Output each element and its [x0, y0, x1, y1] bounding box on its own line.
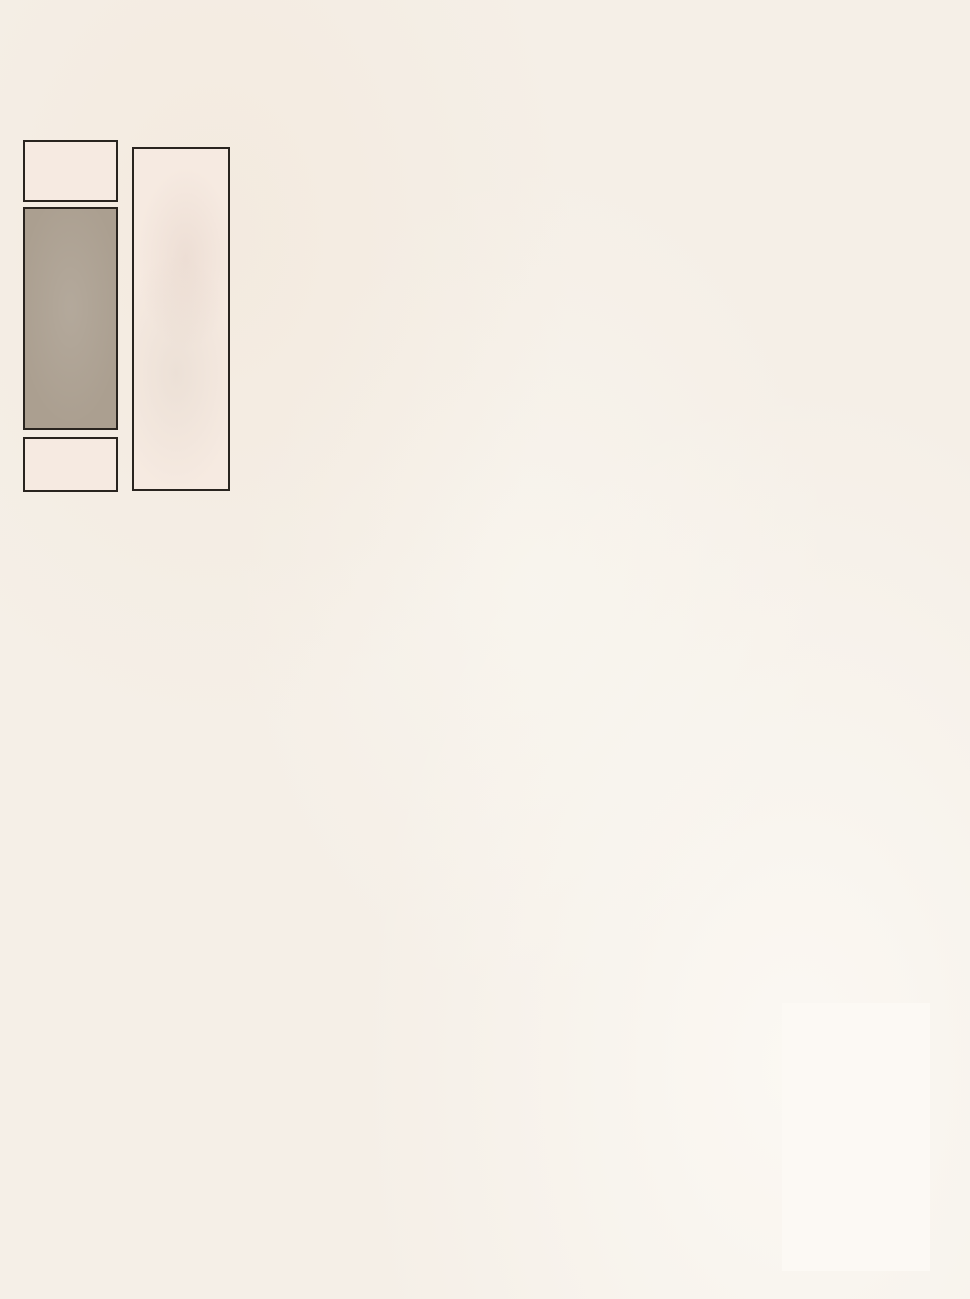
pattern-piece-b1-bottom	[23, 437, 118, 492]
pattern-piece-m	[23, 207, 118, 430]
blue-doily-chart	[0, 588, 330, 1299]
pink-doily-chart	[305, 0, 890, 862]
edge-chart-fragment	[70, 0, 370, 158]
symbol-legend	[765, 852, 774, 1299]
assembly-diagram	[21, 140, 306, 492]
blue-scheme-heading	[323, 636, 324, 981]
legend-note	[389, 990, 392, 1298]
pattern-piece-b1-top	[23, 140, 118, 202]
pattern-piece-b2	[132, 147, 230, 491]
pink-scheme-heading	[885, 418, 886, 678]
page-title-box	[782, 1003, 930, 1271]
